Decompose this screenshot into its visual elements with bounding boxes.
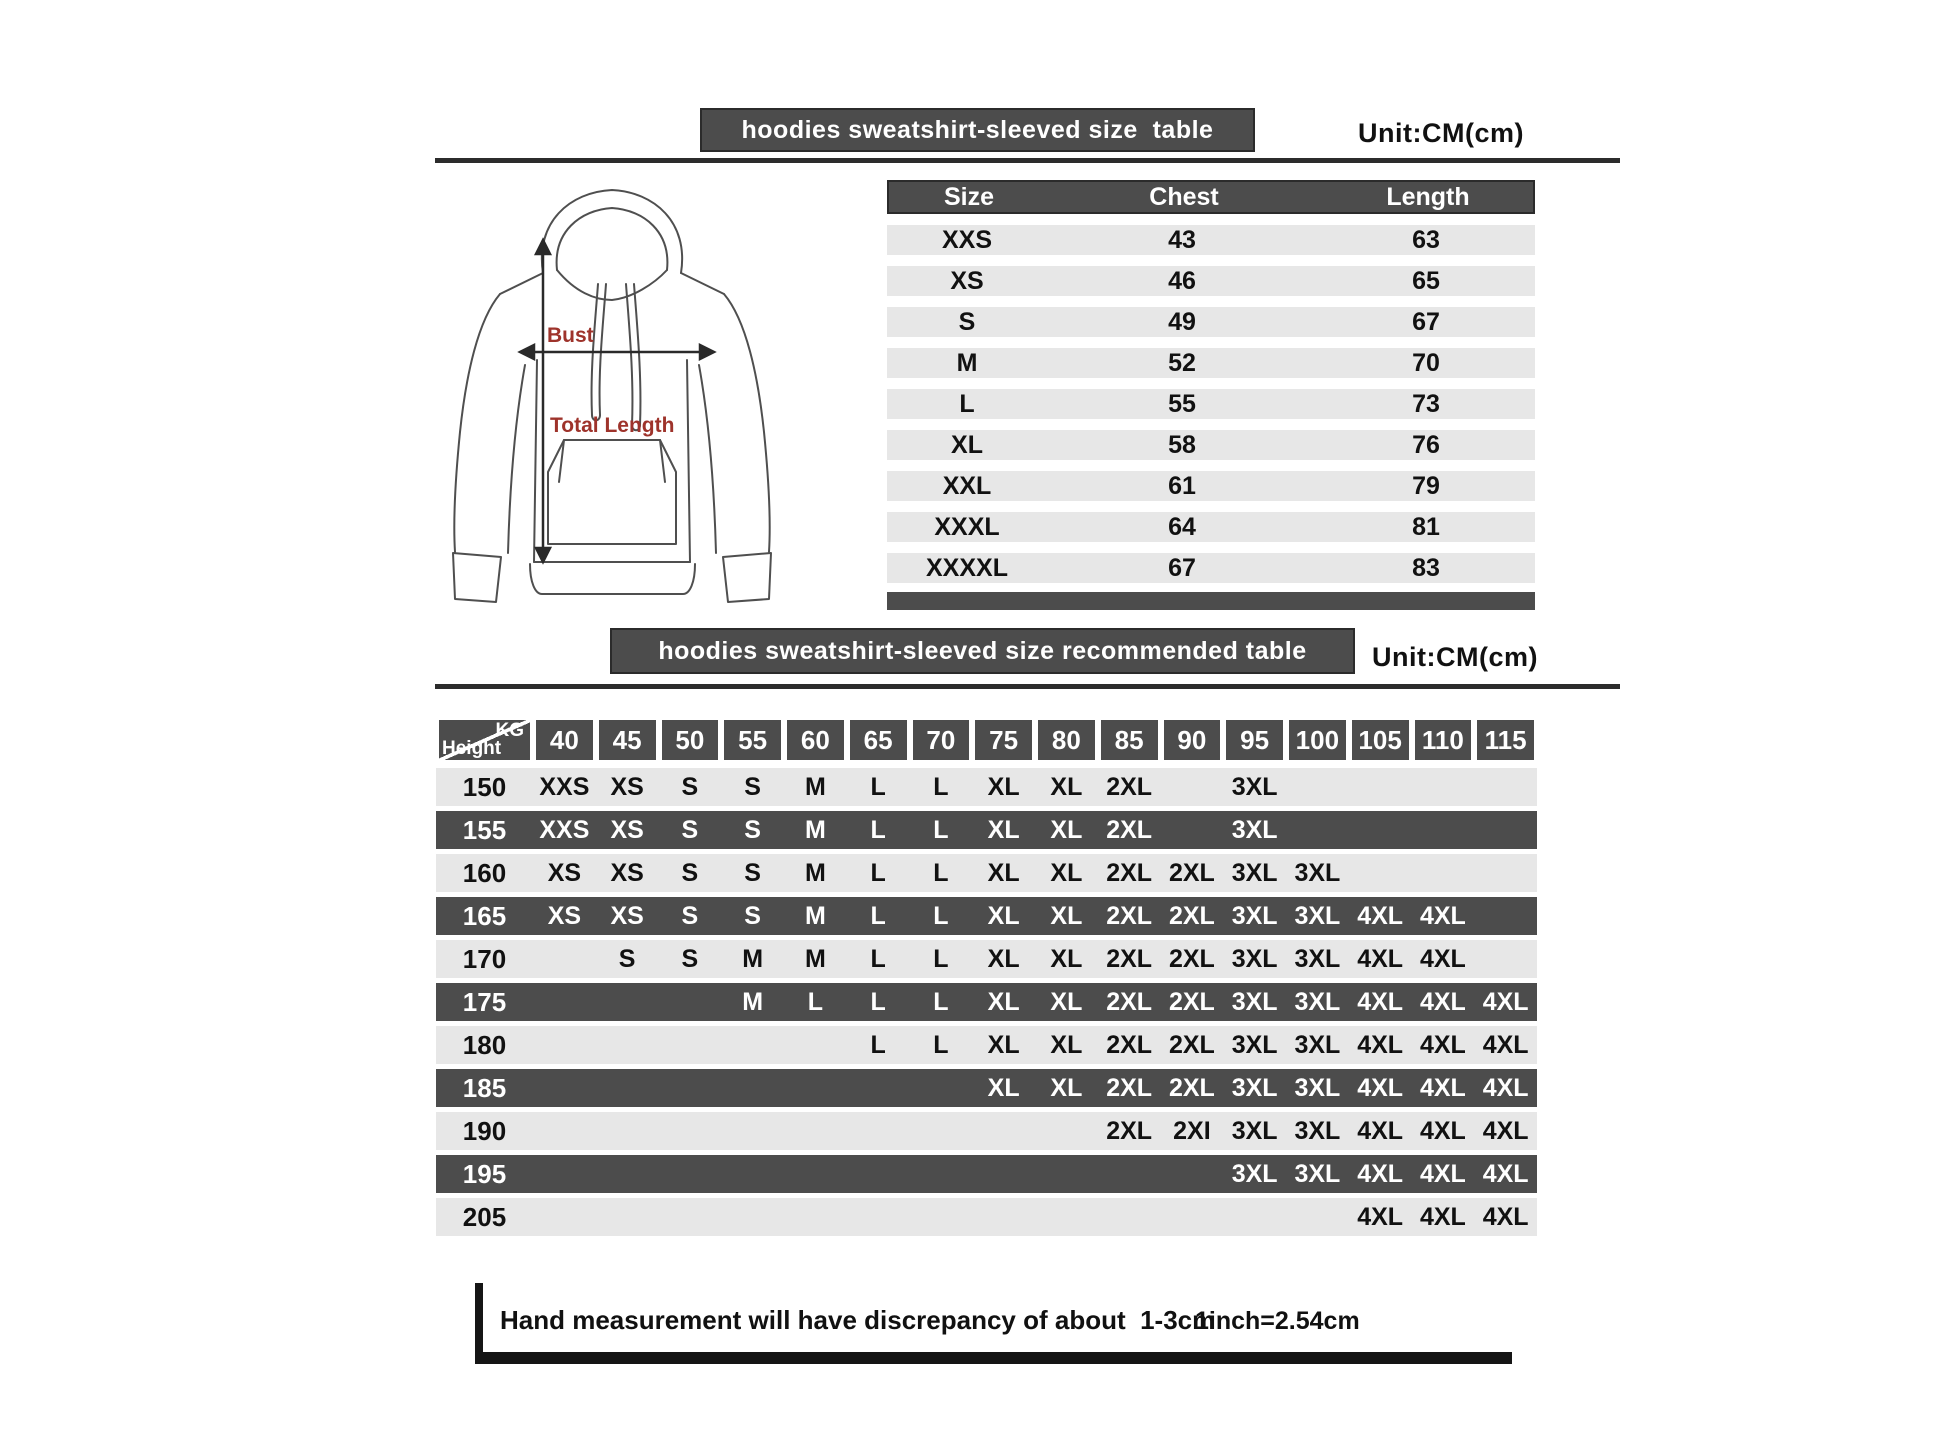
matrix-size-cell: 3XL	[1231, 858, 1278, 887]
matrix-size-cell: M	[742, 944, 764, 973]
size-cell: XS	[950, 266, 984, 295]
size-cell: 83	[1412, 553, 1440, 582]
matrix-size-cell: 2XL	[1106, 1073, 1153, 1102]
matrix-size-cell: S	[681, 901, 699, 930]
size-table-unit-label: Unit:CM(cm)	[1358, 118, 1524, 148]
matrix-size-cell: 4XL	[1419, 1030, 1466, 1059]
matrix-size-cell: XL	[987, 772, 1020, 801]
matrix-size-cell: L	[933, 987, 949, 1016]
matrix-size-cell: L	[933, 858, 949, 887]
height-label: 165	[462, 900, 507, 931]
weight-header-cell: 50	[659, 717, 722, 763]
size-cell: 67	[1412, 307, 1440, 336]
matrix-size-cell: L	[870, 901, 886, 930]
matrix-size-cell: S	[744, 901, 761, 930]
matrix-size-cell: XS	[547, 858, 582, 887]
matrix-size-cell: 2XL	[1168, 901, 1215, 930]
matrix-size-cell: 4XL	[1357, 1073, 1404, 1102]
size-cell: M	[956, 348, 978, 377]
matrix-row	[436, 768, 1537, 806]
weight-header-cell: 85	[1098, 717, 1161, 763]
size-cell: XXXL	[934, 512, 1000, 541]
size-table-row	[887, 553, 1535, 583]
matrix-size-cell: L	[933, 944, 949, 973]
matrix-size-cell: 3XL	[1294, 987, 1341, 1016]
matrix-size-cell: L	[870, 772, 886, 801]
height-label: 155	[462, 814, 507, 845]
matrix-size-cell: 4XL	[1419, 1159, 1466, 1188]
height-label: 180	[462, 1029, 507, 1060]
size-column-header: Length	[1386, 182, 1470, 211]
recommended-table-title-bar	[610, 628, 1355, 674]
size-table-body	[887, 225, 1535, 583]
size-cell: XXXXL	[926, 553, 1008, 582]
matrix-size-cell: XL	[987, 1030, 1020, 1059]
matrix-size-cell: 4XL	[1419, 1202, 1466, 1231]
matrix-row	[436, 940, 1537, 978]
size-table-row	[887, 266, 1535, 296]
height-label: 175	[462, 986, 507, 1017]
matrix-size-cell: 3XL	[1294, 901, 1341, 930]
size-table-row	[887, 225, 1535, 255]
matrix-row	[436, 854, 1537, 892]
weight-header-cell: 90	[1161, 717, 1224, 763]
size-table-title: hoodies sweatshirt-sleeved size table	[741, 115, 1214, 144]
matrix-size-cell: XXS	[539, 772, 590, 801]
size-cell: XXS	[941, 225, 993, 254]
recommended-size-matrix	[436, 717, 1537, 1236]
recommended-table-title: hoodies sweatshirt-sleeved size recommended table	[658, 636, 1307, 665]
footnote-text: Hand measurement will have discrepancy of about 1-3cm	[500, 1305, 1216, 1335]
matrix-size-cell: L	[807, 987, 824, 1016]
size-cell: 61	[1168, 471, 1196, 500]
matrix-corner-cell	[436, 717, 533, 763]
inch-conversion-note: 1inch=2.54cm	[1195, 1307, 1360, 1335]
matrix-size-cell: 3XL	[1231, 944, 1278, 973]
size-cell: L	[959, 389, 975, 418]
size-table-row	[887, 307, 1535, 337]
matrix-size-cell: 3XL	[1231, 1159, 1278, 1188]
size-cell: 81	[1412, 512, 1440, 541]
matrix-size-cell: XL	[987, 858, 1020, 887]
size-cell: XL	[951, 430, 983, 459]
matrix-size-cell: 2XL	[1106, 987, 1153, 1016]
matrix-size-cell: 4XL	[1419, 901, 1466, 930]
matrix-size-cell: M	[804, 858, 826, 887]
matrix-size-cell: L	[933, 1030, 949, 1059]
size-column-header: Chest	[1149, 182, 1219, 211]
weight-header-cell: 115	[1474, 717, 1537, 763]
weight-header-cell: 75	[972, 717, 1035, 763]
size-cell: 64	[1168, 512, 1196, 541]
matrix-size-cell: XS	[610, 901, 644, 930]
weight-header-cell: 40	[533, 717, 596, 763]
matrix-size-cell: 2XL	[1106, 901, 1153, 930]
weight-header-cell: 80	[1035, 717, 1098, 763]
matrix-size-cell: XL	[1050, 901, 1083, 930]
matrix-size-cell: S	[681, 772, 699, 801]
section1-divider	[435, 158, 1620, 163]
matrix-size-cell: L	[933, 772, 949, 801]
matrix-size-cell: 2XL	[1168, 1073, 1215, 1102]
footnote-accent-bar	[475, 1283, 483, 1359]
matrix-size-cell: 4XL	[1482, 1073, 1529, 1102]
size-column-header: Size	[943, 182, 995, 211]
matrix-size-cell: 2XL	[1168, 944, 1215, 973]
matrix-size-cell: L	[870, 944, 886, 973]
size-table-row	[887, 512, 1535, 542]
matrix-size-cell: XL	[1050, 944, 1083, 973]
height-label: 205	[462, 1201, 507, 1232]
bust-label: Bust	[547, 324, 594, 347]
weight-header-cell: 55	[721, 717, 784, 763]
matrix-size-cell: S	[744, 815, 761, 844]
matrix-size-cell: M	[804, 944, 826, 973]
matrix-size-cell: M	[804, 901, 826, 930]
matrix-size-cell: XL	[987, 1073, 1020, 1102]
height-label: 190	[462, 1115, 507, 1146]
matrix-size-cell: 3XL	[1231, 1073, 1278, 1102]
matrix-size-cell: 4XL	[1482, 1116, 1529, 1145]
matrix-row	[436, 1155, 1537, 1193]
matrix-size-cell: 3XL	[1294, 1030, 1341, 1059]
hoodie-measurement-diagram	[440, 170, 800, 605]
matrix-size-cell: XL	[987, 901, 1020, 930]
matrix-size-cell: S	[681, 858, 699, 887]
size-cell: 65	[1412, 266, 1440, 295]
size-cell: 58	[1168, 430, 1196, 459]
height-label: 150	[462, 771, 507, 802]
matrix-size-cell: 3XL	[1231, 987, 1278, 1016]
matrix-size-cell: S	[681, 944, 699, 973]
matrix-size-cell: XL	[1050, 815, 1083, 844]
section2-divider	[435, 684, 1620, 689]
matrix-size-cell: L	[933, 815, 949, 844]
matrix-size-cell: 4XL	[1482, 1202, 1529, 1231]
matrix-row	[436, 1026, 1537, 1064]
matrix-size-cell: 4XL	[1357, 944, 1404, 973]
matrix-size-cell: XL	[1050, 987, 1083, 1016]
matrix-size-cell: 2XL	[1106, 1116, 1153, 1145]
matrix-size-cell: XL	[1050, 772, 1083, 801]
matrix-size-cell: S	[681, 815, 699, 844]
matrix-size-cell: 4XL	[1419, 1116, 1466, 1145]
size-cell: 55	[1168, 389, 1196, 418]
matrix-size-cell: L	[933, 901, 949, 930]
matrix-size-cell: XXS	[539, 815, 590, 844]
matrix-size-cell: 4XL	[1419, 944, 1466, 973]
weight-header-cell: 100	[1286, 717, 1349, 763]
matrix-header-row	[436, 717, 1537, 763]
size-cell: 52	[1168, 348, 1196, 377]
size-table-row	[887, 471, 1535, 501]
matrix-size-cell: 3XL	[1231, 901, 1278, 930]
recommended-table-unit-label: Unit:CM(cm)	[1372, 642, 1538, 672]
matrix-size-cell: 2XL	[1106, 815, 1153, 844]
matrix-size-cell: XL	[987, 987, 1020, 1016]
size-cell: 73	[1412, 389, 1440, 418]
corner-kg-label: KG	[495, 720, 524, 741]
matrix-size-cell: 2XL	[1168, 987, 1215, 1016]
matrix-size-cell: 3XL	[1294, 1073, 1341, 1102]
matrix-size-cell: XL	[1050, 858, 1083, 887]
size-table	[887, 180, 1535, 610]
weight-header-cell: 105	[1349, 717, 1412, 763]
matrix-size-cell: L	[870, 815, 886, 844]
matrix-size-cell: M	[742, 987, 764, 1016]
matrix-size-cell: S	[618, 944, 636, 973]
weight-header-cell: 60	[784, 717, 847, 763]
matrix-size-cell: 3XL	[1231, 815, 1278, 844]
matrix-size-cell: XL	[987, 815, 1020, 844]
matrix-size-cell: 4XL	[1419, 1073, 1466, 1102]
footnote-underline	[475, 1352, 1512, 1364]
size-cell: 67	[1168, 553, 1196, 582]
size-cell: 43	[1168, 225, 1196, 254]
corner-height-label: Height	[442, 738, 502, 759]
weight-header-cell: 65	[847, 717, 910, 763]
matrix-size-cell: 2XL	[1106, 858, 1153, 887]
matrix-row	[436, 1112, 1537, 1150]
matrix-size-cell: 3XL	[1294, 1159, 1341, 1188]
matrix-size-cell: XL	[987, 944, 1020, 973]
total-length-label: Total Length	[550, 414, 675, 437]
matrix-row	[436, 897, 1537, 935]
matrix-size-cell: 4XL	[1357, 1030, 1404, 1059]
size-cell: 46	[1168, 266, 1196, 295]
height-label: 195	[462, 1158, 507, 1189]
size-cell: 63	[1412, 225, 1440, 254]
size-table-row	[887, 389, 1535, 419]
size-table-footer-bar	[887, 592, 1535, 610]
size-table-header-row	[887, 180, 1535, 214]
matrix-size-cell: XL	[1050, 1073, 1083, 1102]
matrix-size-cell: 3XL	[1294, 858, 1341, 887]
matrix-size-cell: L	[870, 1030, 886, 1059]
size-cell: 49	[1168, 307, 1196, 336]
size-cell: XXL	[942, 471, 992, 500]
matrix-size-cell: 2XI	[1173, 1116, 1211, 1145]
size-table-row	[887, 430, 1535, 460]
weight-header-cell: 110	[1412, 717, 1475, 763]
matrix-size-cell: 3XL	[1231, 1030, 1278, 1059]
size-table-row	[887, 348, 1535, 378]
matrix-size-cell: 4XL	[1482, 987, 1529, 1016]
weight-header-cell: 95	[1223, 717, 1286, 763]
matrix-size-cell: 2XL	[1106, 944, 1153, 973]
matrix-size-cell: XS	[547, 901, 582, 930]
matrix-size-cell: 2XL	[1168, 858, 1215, 887]
matrix-size-cell: 4XL	[1357, 901, 1404, 930]
matrix-size-cell: 4XL	[1482, 1159, 1529, 1188]
matrix-size-cell: M	[804, 772, 826, 801]
matrix-row	[436, 983, 1537, 1021]
matrix-size-cell: L	[870, 858, 886, 887]
height-label: 170	[462, 943, 507, 974]
matrix-size-cell: 4XL	[1357, 987, 1404, 1016]
matrix-size-cell: 4XL	[1357, 1159, 1404, 1188]
matrix-size-cell: 3XL	[1231, 772, 1278, 801]
matrix-size-cell: S	[744, 772, 761, 801]
bust-arrow	[520, 345, 714, 359]
hoodie-outline	[453, 190, 771, 602]
matrix-size-cell: M	[804, 815, 826, 844]
matrix-size-cell: S	[744, 858, 761, 887]
matrix-body	[436, 768, 1537, 1236]
matrix-row	[436, 1198, 1537, 1236]
matrix-size-cell: XL	[1050, 1030, 1083, 1059]
matrix-size-cell: 3XL	[1294, 1116, 1341, 1145]
matrix-size-cell: XS	[610, 815, 644, 844]
size-cell: 76	[1412, 430, 1440, 459]
matrix-size-cell: 2XL	[1168, 1030, 1215, 1059]
weight-header-cell: 70	[910, 717, 973, 763]
size-cell: 70	[1412, 348, 1440, 377]
matrix-size-cell: 3XL	[1231, 1116, 1278, 1145]
size-cell: S	[958, 307, 976, 336]
matrix-size-cell: 4XL	[1357, 1202, 1404, 1231]
matrix-row	[436, 811, 1537, 849]
matrix-size-cell: 2XL	[1106, 772, 1153, 801]
matrix-size-cell: 4XL	[1482, 1030, 1529, 1059]
matrix-size-cell: 4XL	[1419, 987, 1466, 1016]
matrix-size-cell: L	[870, 987, 886, 1016]
size-cell: 79	[1412, 471, 1440, 500]
size-table-title-bar	[700, 108, 1255, 152]
matrix-size-cell: 3XL	[1294, 944, 1341, 973]
matrix-size-cell: 2XL	[1106, 1030, 1153, 1059]
matrix-size-cell: XS	[610, 772, 644, 801]
matrix-row	[436, 1069, 1537, 1107]
weight-header-cell: 45	[596, 717, 659, 763]
matrix-size-cell: XS	[610, 858, 644, 887]
height-label: 185	[462, 1072, 507, 1103]
height-label: 160	[462, 857, 507, 888]
matrix-size-cell: 4XL	[1357, 1116, 1404, 1145]
